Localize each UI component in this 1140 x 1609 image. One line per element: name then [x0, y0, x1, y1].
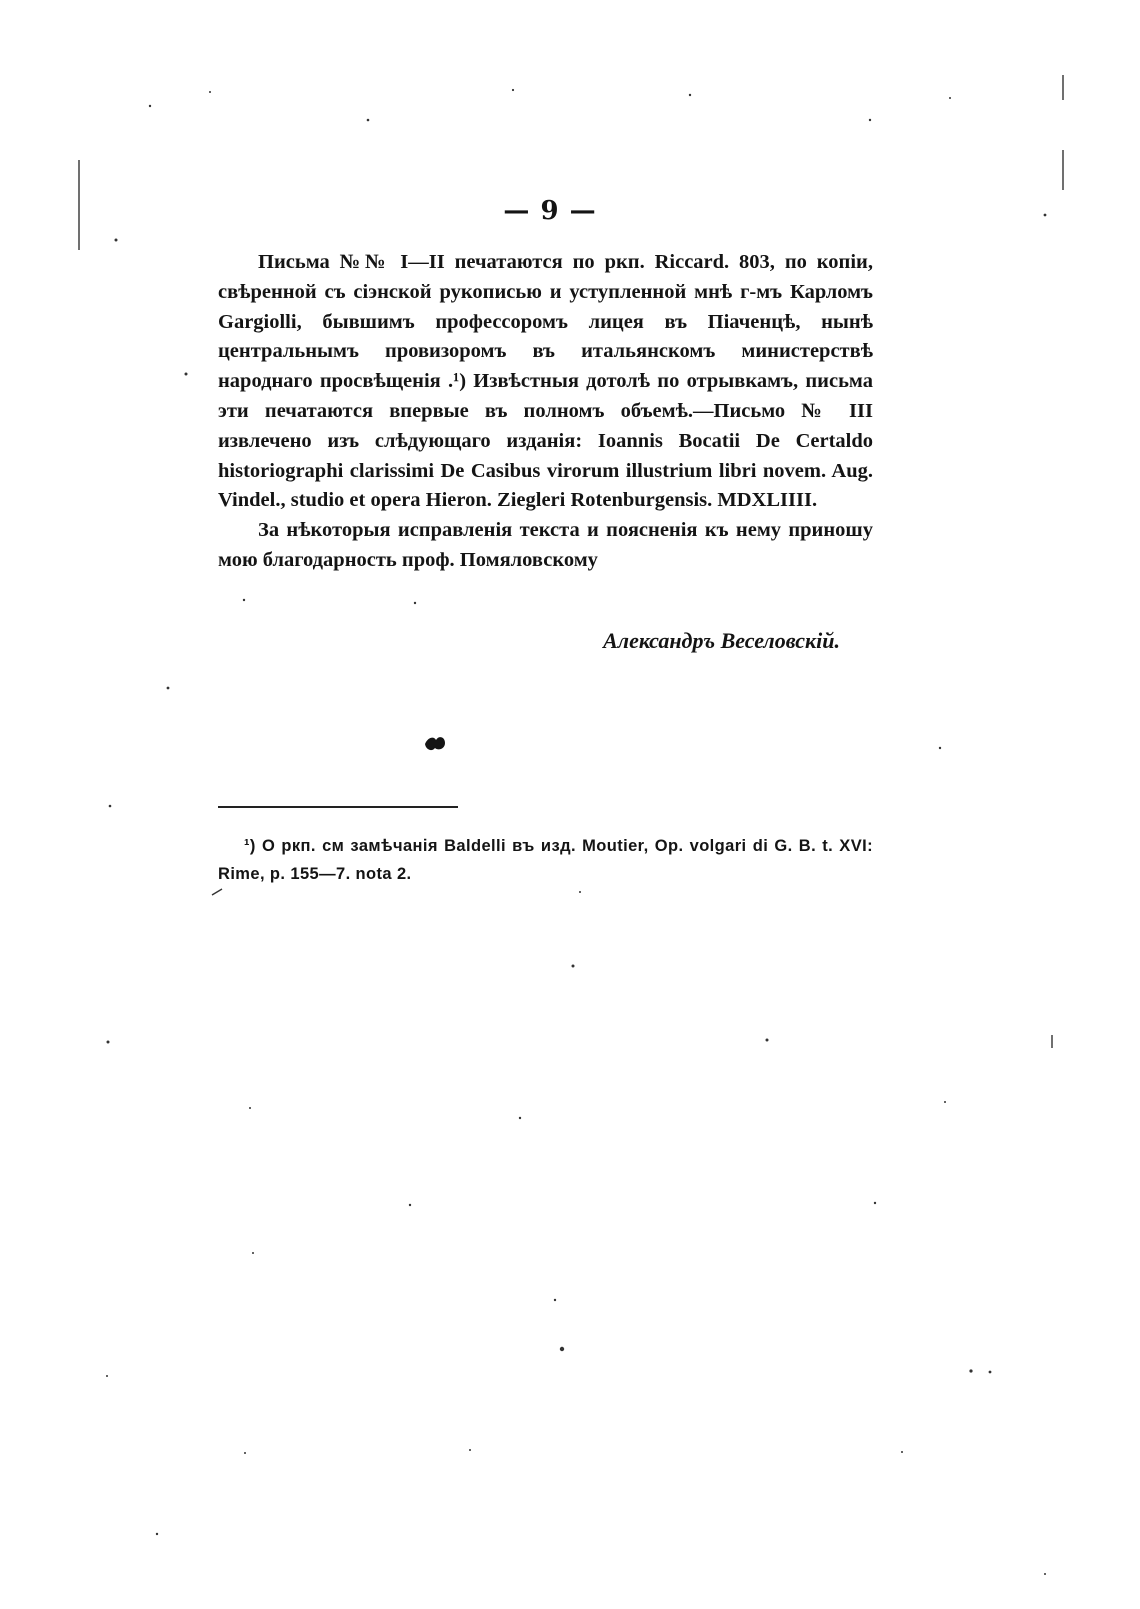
paragraph-2: За нѣкоторыя исправленія текста и поясненія къ нему приношу мою благодарность проф. Помяловскому	[218, 519, 873, 571]
paragraph-1: Письма №№ I—II печатаются по ркп. Riccard. 803, по копіи, свѣренной съ сіэнской рукописью и уступленной мнѣ г-мъ Карломъ Gargiolli, бывшимъ профессоромъ лицея въ Піаченцѣ, нынѣ центральнымъ провизоромъ въ итальянскомъ министерствѣ народнаго просвѣщенія .¹) Извѣстныя дотолѣ по отрывкамъ, письма эти печатаются впервые въ полномъ объемѣ.—Письмо № III извлечено изъ слѣдующаго изданія: Ioannis Bocatii De Certaldo historiographi clarissimi De Casibus virorum illustrium libri novem. Aug. Vindel., studio et opera Hieron. Ziegleri Rotenburgensis. MDXLIIII.	[218, 251, 873, 512]
fleuron-ornament-icon	[423, 734, 447, 754]
footnote-text: ¹) О ркп. см замѣчанія Baldelli въ изд. Moutier, Op. volgari di G. B. t. XVI: Rime, p. 155—7. nota 2.	[218, 837, 873, 883]
main-text	[218, 248, 873, 576]
page-number: — 9 —	[503, 196, 597, 226]
footnote-divider	[218, 806, 458, 808]
author-signature: Александръ Веселовскій.	[603, 628, 840, 653]
footnote	[218, 832, 873, 888]
